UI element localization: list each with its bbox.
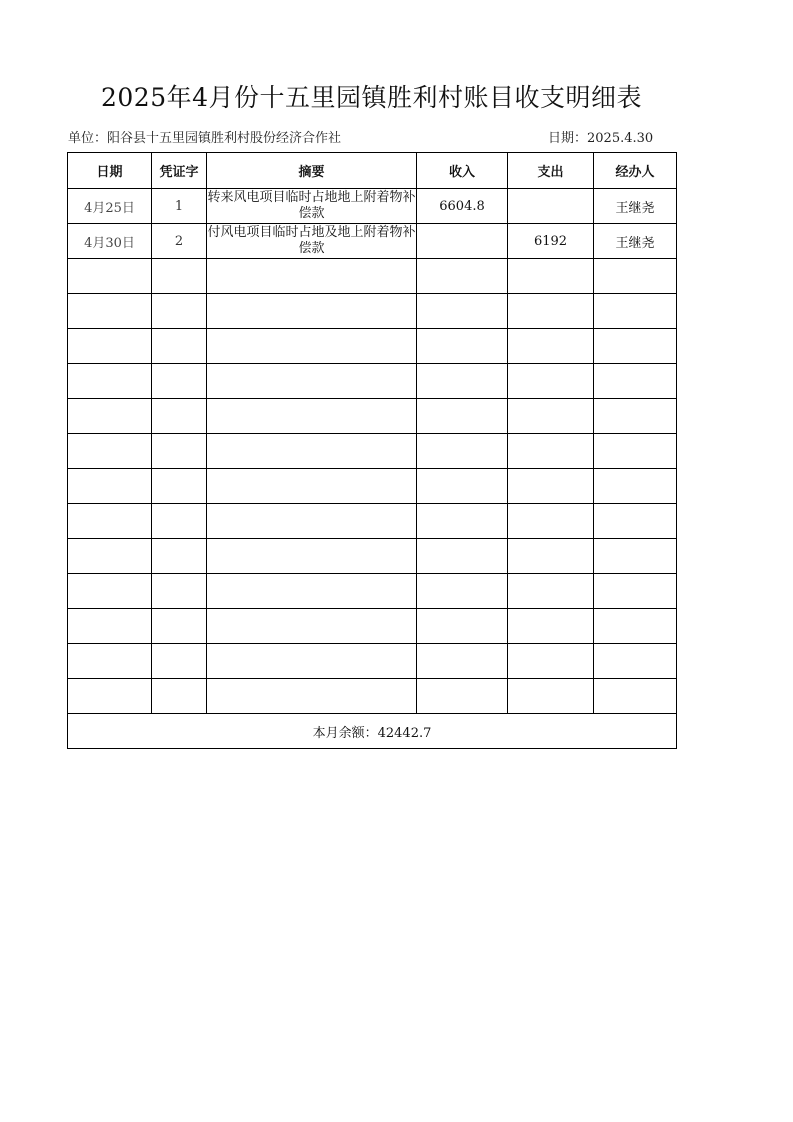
empty-row bbox=[68, 294, 677, 329]
empty-row bbox=[68, 399, 677, 434]
empty-cell bbox=[152, 609, 207, 644]
empty-cell bbox=[207, 574, 417, 609]
column-header-date: 日期 bbox=[68, 153, 152, 189]
empty-cell bbox=[152, 364, 207, 399]
empty-cell bbox=[594, 259, 677, 294]
column-header-income: 收入 bbox=[417, 153, 508, 189]
cell-date: 4月30日 bbox=[68, 224, 152, 259]
header-row bbox=[68, 153, 677, 189]
empty-cell bbox=[417, 364, 508, 399]
cell-handler: 王继尧 bbox=[594, 224, 677, 259]
empty-cell bbox=[207, 539, 417, 574]
empty-cell bbox=[508, 609, 594, 644]
cell-summary: 付风电项目临时占地及地上附着物补偿款 bbox=[207, 224, 417, 259]
empty-cell bbox=[508, 504, 594, 539]
empty-cell bbox=[417, 679, 508, 714]
empty-cell bbox=[594, 609, 677, 644]
empty-cell bbox=[152, 504, 207, 539]
empty-cell bbox=[508, 469, 594, 504]
empty-cell bbox=[417, 539, 508, 574]
cell-expense bbox=[508, 189, 594, 224]
empty-row bbox=[68, 644, 677, 679]
empty-row bbox=[68, 434, 677, 469]
empty-row bbox=[68, 364, 677, 399]
empty-cell bbox=[207, 364, 417, 399]
empty-cell bbox=[508, 574, 594, 609]
empty-cell bbox=[207, 294, 417, 329]
empty-row bbox=[68, 679, 677, 714]
empty-cell bbox=[417, 434, 508, 469]
empty-cell bbox=[68, 294, 152, 329]
empty-cell bbox=[68, 679, 152, 714]
empty-cell bbox=[152, 679, 207, 714]
cell-expense: 6192 bbox=[508, 224, 594, 259]
empty-cell bbox=[417, 504, 508, 539]
empty-cell bbox=[594, 364, 677, 399]
empty-cell bbox=[417, 609, 508, 644]
empty-cell bbox=[594, 469, 677, 504]
empty-cell bbox=[152, 259, 207, 294]
empty-cell bbox=[152, 434, 207, 469]
empty-cell bbox=[594, 504, 677, 539]
empty-cell bbox=[207, 609, 417, 644]
empty-cell bbox=[508, 539, 594, 574]
empty-cell bbox=[508, 294, 594, 329]
empty-cell bbox=[508, 679, 594, 714]
empty-row bbox=[68, 539, 677, 574]
empty-cell bbox=[594, 329, 677, 364]
empty-cell bbox=[68, 434, 152, 469]
empty-cell bbox=[417, 329, 508, 364]
cell-handler: 王继尧 bbox=[594, 189, 677, 224]
empty-cell bbox=[68, 329, 152, 364]
empty-cell bbox=[152, 644, 207, 679]
empty-cell bbox=[68, 399, 152, 434]
empty-cell bbox=[68, 644, 152, 679]
empty-cell bbox=[417, 644, 508, 679]
date-label: 日期：2025.4.30 bbox=[548, 131, 654, 146]
empty-cell bbox=[68, 469, 152, 504]
empty-cell bbox=[152, 329, 207, 364]
column-header-handler: 经办人 bbox=[594, 153, 677, 189]
empty-cell bbox=[508, 399, 594, 434]
empty-cell bbox=[68, 364, 152, 399]
empty-cell bbox=[508, 644, 594, 679]
empty-row bbox=[68, 259, 677, 294]
empty-cell bbox=[207, 504, 417, 539]
empty-cell bbox=[207, 679, 417, 714]
empty-cell bbox=[207, 329, 417, 364]
empty-cell bbox=[207, 259, 417, 294]
table-row bbox=[68, 189, 677, 224]
page-title: 2025年4月份十五里园镇胜利村账目收支明细表 bbox=[100, 83, 643, 112]
empty-cell bbox=[417, 399, 508, 434]
empty-cell bbox=[68, 574, 152, 609]
empty-cell bbox=[594, 679, 677, 714]
month-balance: 本月余额：42442.7 bbox=[68, 714, 677, 749]
empty-cell bbox=[594, 294, 677, 329]
empty-cell bbox=[68, 609, 152, 644]
empty-row bbox=[68, 574, 677, 609]
empty-cell bbox=[68, 259, 152, 294]
empty-cell bbox=[417, 574, 508, 609]
balance-row bbox=[68, 714, 677, 749]
empty-cell bbox=[508, 434, 594, 469]
unit-label: 单位：阳谷县十五里园镇胜利村股份经济合作社 bbox=[68, 131, 342, 146]
cell-summary: 转来风电项目临时占地地上附着物补偿款 bbox=[207, 189, 417, 224]
empty-cell bbox=[508, 329, 594, 364]
column-header-expense: 支出 bbox=[508, 153, 594, 189]
empty-cell bbox=[594, 644, 677, 679]
column-header-voucher: 凭证字 bbox=[152, 153, 207, 189]
empty-cell bbox=[594, 574, 677, 609]
empty-row bbox=[68, 504, 677, 539]
empty-cell bbox=[417, 294, 508, 329]
empty-cell bbox=[207, 399, 417, 434]
empty-cell bbox=[152, 574, 207, 609]
cell-voucher: 2 bbox=[152, 224, 207, 259]
empty-cell bbox=[417, 469, 508, 504]
empty-cell bbox=[68, 504, 152, 539]
empty-cell bbox=[508, 364, 594, 399]
empty-row bbox=[68, 469, 677, 504]
empty-cell bbox=[68, 539, 152, 574]
cell-date: 4月25日 bbox=[68, 189, 152, 224]
empty-cell bbox=[207, 469, 417, 504]
empty-cell bbox=[152, 294, 207, 329]
empty-cell bbox=[594, 434, 677, 469]
empty-cell bbox=[508, 259, 594, 294]
ledger-table bbox=[67, 152, 677, 749]
cell-voucher: 1 bbox=[152, 189, 207, 224]
empty-cell bbox=[152, 469, 207, 504]
empty-cell bbox=[152, 399, 207, 434]
cell-income bbox=[417, 224, 508, 259]
cell-income: 6604.8 bbox=[417, 189, 508, 224]
empty-cell bbox=[594, 399, 677, 434]
empty-cell bbox=[207, 434, 417, 469]
table-row bbox=[68, 224, 677, 259]
empty-cell bbox=[152, 539, 207, 574]
empty-row bbox=[68, 329, 677, 364]
empty-row bbox=[68, 609, 677, 644]
column-header-summary: 摘要 bbox=[207, 153, 417, 189]
empty-cell bbox=[594, 539, 677, 574]
empty-cell bbox=[207, 644, 417, 679]
empty-cell bbox=[417, 259, 508, 294]
